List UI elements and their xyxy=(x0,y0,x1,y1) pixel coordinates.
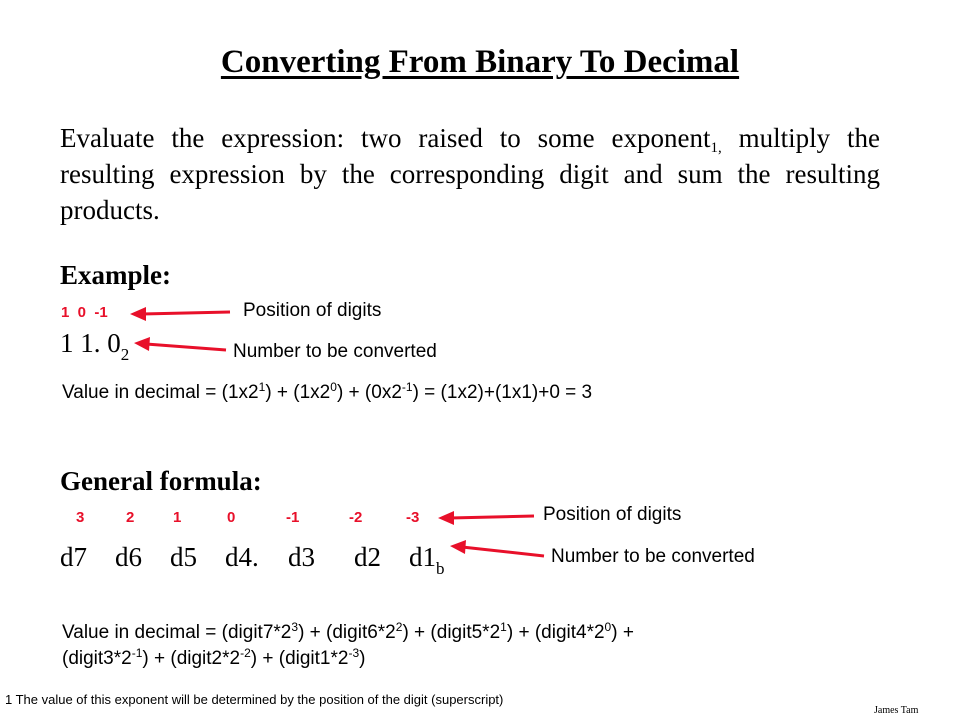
general-value-part: ) + (digit1*2 xyxy=(250,648,349,669)
example-value-part: ) + (0x2 xyxy=(336,382,402,403)
intro-text-before: Evaluate the expression: two raised to some exponent xyxy=(60,123,711,153)
arrowhead-icon xyxy=(438,511,454,525)
general-number-arrow xyxy=(462,547,544,556)
general-position-label: Position of digits xyxy=(543,504,682,525)
example-value-part: ) = (1x2)+(1x1)+0 = 3 xyxy=(412,382,593,403)
general-position-2: 2 xyxy=(126,509,135,526)
general-value-exponent: 1 xyxy=(500,620,507,634)
example-value-exponent: 1 xyxy=(258,380,266,394)
general-value-part: ) xyxy=(359,648,366,669)
example-position-arrow xyxy=(142,312,230,314)
arrowhead-icon xyxy=(450,540,466,554)
general-digit-d7: d7 xyxy=(60,542,87,572)
general-value-part: ) + (digit5*2 xyxy=(402,622,501,643)
general-value-part: ) + (digit2*2 xyxy=(142,648,241,669)
general-value-exponent: 0 xyxy=(604,620,612,634)
page-title: Converting From Binary To Decimal xyxy=(220,44,740,80)
general-digit-d3: d3 xyxy=(288,542,315,572)
general-position-arrow xyxy=(450,516,534,518)
general-position-0: 0 xyxy=(227,509,236,526)
example-number-base: 2 xyxy=(120,345,130,364)
general-position-3: 3 xyxy=(76,509,85,526)
general-value-part: ) + (digit4*2 xyxy=(506,622,605,643)
general-value-part: (digit3*2 xyxy=(62,648,132,669)
general-digit-d5: d5 xyxy=(170,542,197,572)
arrowhead-icon xyxy=(134,337,150,351)
example-number-label: Number to be converted xyxy=(233,341,437,362)
footnote: 1 The value of this exponent will be determined by the position of the digit (superscript) xyxy=(5,692,504,707)
example-number-digits: 1 1. 0 xyxy=(60,328,121,358)
general-digit-d1-text: d1 xyxy=(409,542,436,572)
general-value-part: ) + (digit6*2 xyxy=(298,622,396,643)
general-value-exponent: 2 xyxy=(395,620,403,634)
author-credit: James Tam xyxy=(874,705,919,716)
general-position-m3: -3 xyxy=(406,509,420,526)
general-position-m1: -1 xyxy=(286,509,300,526)
intro-text-after: multiply the resulting expression by the corresponding digit and sum the resulting products. xyxy=(60,123,880,225)
example-value-exponent: 0 xyxy=(330,380,337,394)
example-heading: Example: xyxy=(60,260,171,290)
general-digit-d2: d2 xyxy=(354,542,381,572)
general-digit-d4: d4. xyxy=(225,542,259,572)
example-value-part: ) + (1x2 xyxy=(265,382,331,403)
general-value-exponent: -1 xyxy=(131,646,143,660)
general-digit-d6: d6 xyxy=(115,542,142,572)
arrowhead-icon xyxy=(130,307,146,321)
example-value-exponent: -1 xyxy=(401,380,413,394)
general-position-m2: -2 xyxy=(349,509,363,526)
general-value-part: ) + xyxy=(611,622,634,643)
example-number-arrow xyxy=(146,344,226,350)
general-value-exponent: 3 xyxy=(291,620,299,634)
intro-footnote-marker: 1, xyxy=(710,140,722,156)
example-position-label: Position of digits xyxy=(243,300,382,321)
general-number-label: Number to be converted xyxy=(551,546,755,567)
general-number-base: b xyxy=(436,559,445,578)
general-value-exponent: -2 xyxy=(240,646,251,660)
general-formula-heading: General formula: xyxy=(60,466,262,496)
general-value-part: Value in decimal = (digit7*2 xyxy=(62,622,292,643)
general-value-exponent: -3 xyxy=(348,646,360,660)
example-value-part: Value in decimal = (1x2 xyxy=(62,382,259,403)
general-position-1: 1 xyxy=(173,509,182,526)
example-digit-positions: 1 0 -1 xyxy=(61,304,108,321)
